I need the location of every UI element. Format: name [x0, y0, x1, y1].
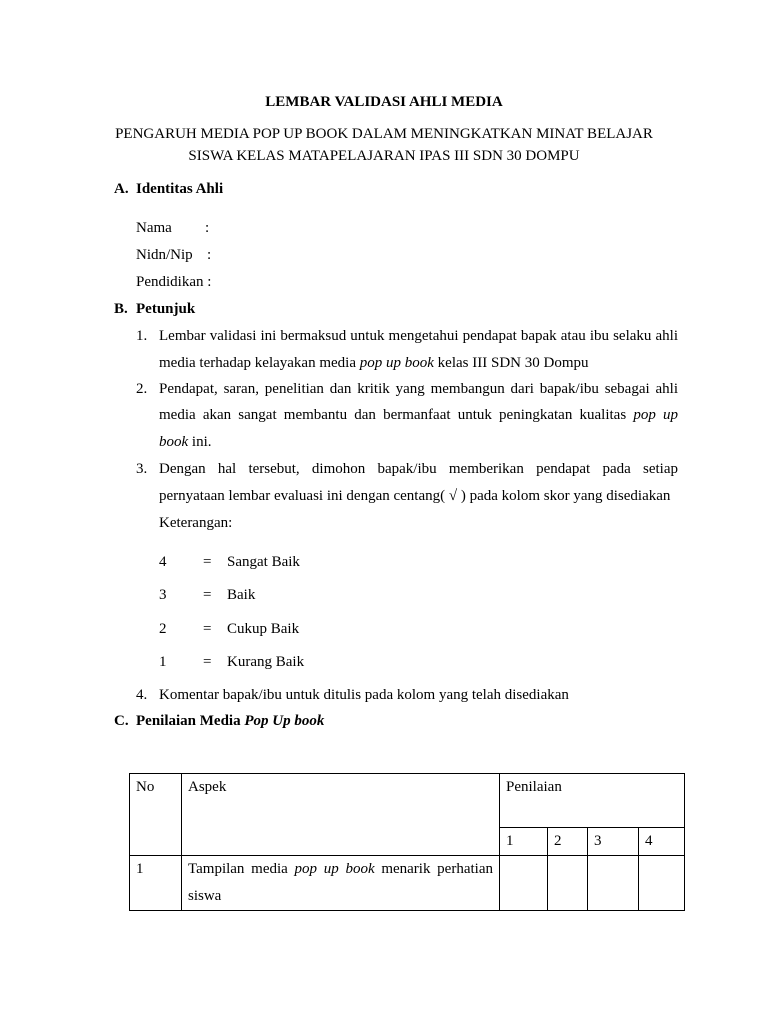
section-c-heading [136, 713, 324, 730]
item-2-line2-pre: media akan sangat membantu dan bermanfaat untuk peningkatan kualitas [159, 407, 634, 423]
legend-equals: = [203, 587, 212, 603]
item-1-line2-italic: pop up book [359, 355, 434, 371]
section-c-marker: C. [114, 713, 129, 729]
item-2-line2 [159, 407, 678, 424]
item-2-number: 2. [136, 381, 148, 397]
header-penilaian: Penilaian [500, 774, 685, 828]
legend-score: 4 [159, 554, 167, 570]
document-subtitle-line2: SISWA KELAS MATAPELAJARAN IPAS III SDN 30 DOMPU [188, 148, 580, 164]
item-1-line2-post: kelas III SDN 30 Dompu [433, 355, 589, 371]
section-b-heading: Petunjuk [136, 301, 196, 317]
section-a-heading: Identitas Ahli [136, 181, 224, 197]
item-2-line1: Pendapat, saran, penelitian dan kritik yang membangun dari bapak/ibu sebagai ahli [159, 381, 678, 397]
header-score-4: 4 [639, 828, 685, 856]
section-a-marker: A. [114, 181, 129, 197]
legend-label: Kurang Baik [227, 654, 305, 670]
section-b-marker: B. [114, 301, 128, 317]
item-4-number: 4. [136, 687, 148, 703]
header-no: No [130, 774, 182, 856]
row-aspek-italic: pop up book [294, 861, 375, 877]
document-subtitle-line1: PENGARUH MEDIA POP UP BOOK DALAM MENINGKATKAN MINAT BELAJAR [115, 126, 653, 142]
field-nama-label: Nama [136, 220, 172, 236]
score-cell-3[interactable] [588, 856, 639, 911]
legend-equals: = [203, 554, 212, 570]
legend-equals: = [203, 621, 212, 637]
score-cell-4[interactable] [639, 856, 685, 911]
legend-equals: = [203, 654, 212, 670]
table-row [130, 856, 685, 911]
legend-label: Sangat Baik [227, 554, 300, 570]
item-1-line2 [159, 355, 589, 372]
header-score-2: 2 [548, 828, 588, 856]
document-title: LEMBAR VALIDASI AHLI MEDIA [265, 94, 503, 110]
legend-label: Baik [227, 587, 256, 603]
item-1-number: 1. [136, 328, 148, 344]
header-aspek: Aspek [182, 774, 500, 856]
row-aspek-line1 [188, 856, 493, 883]
field-nidn-colon: : [207, 247, 212, 263]
item-3-line3: Keterangan: [159, 515, 233, 531]
row-aspek [182, 856, 500, 911]
row-aspek-post: menarik perhatian [374, 861, 493, 877]
item-3-number: 3. [136, 461, 148, 477]
legend-score: 1 [159, 654, 167, 670]
item-2-line3-post: ini. [188, 434, 212, 450]
header-score-1: 1 [500, 828, 548, 856]
row-aspek-pre: Tampilan media [188, 861, 295, 877]
item-3-line2: pernyataan lembar evaluasi ini dengan centang( √ ) pada kolom skor yang disediakan [159, 488, 671, 504]
score-cell-2[interactable] [548, 856, 588, 911]
section-c-heading-italic: Pop Up book [244, 713, 325, 729]
item-1-line2-pre: media terhadap kelayakan media [159, 355, 360, 371]
item-1-line1: Lembar validasi ini bermaksud untuk mengetahui pendapat bapak atau ibu selaku ahli [159, 328, 678, 344]
legend-score: 3 [159, 587, 167, 603]
field-nama-colon: : [205, 220, 210, 236]
legend-score: 2 [159, 621, 167, 637]
score-cell-1[interactable] [500, 856, 548, 911]
section-c-heading-pre: Penilaian Media [136, 713, 245, 729]
row-number: 1 [130, 856, 182, 911]
field-nidn-label: Nidn/Nip [136, 247, 193, 263]
legend-label: Cukup Baik [227, 621, 300, 637]
item-2-line3 [159, 434, 212, 451]
item-2-line2-italic: pop up [633, 407, 678, 423]
row-aspek-line2: siswa [188, 888, 222, 904]
assessment-table [129, 773, 685, 911]
field-pendidikan-label: Pendidikan : [136, 274, 212, 290]
header-score-3: 3 [588, 828, 639, 856]
item-3-line1: Dengan hal tersebut, dimohon bapak/ibu memberikan pendapat pada setiap [159, 461, 678, 477]
item-4-line1: Komentar bapak/ibu untuk ditulis pada kolom yang telah disediakan [159, 687, 569, 703]
item-2-line3-italic: book [159, 434, 189, 450]
